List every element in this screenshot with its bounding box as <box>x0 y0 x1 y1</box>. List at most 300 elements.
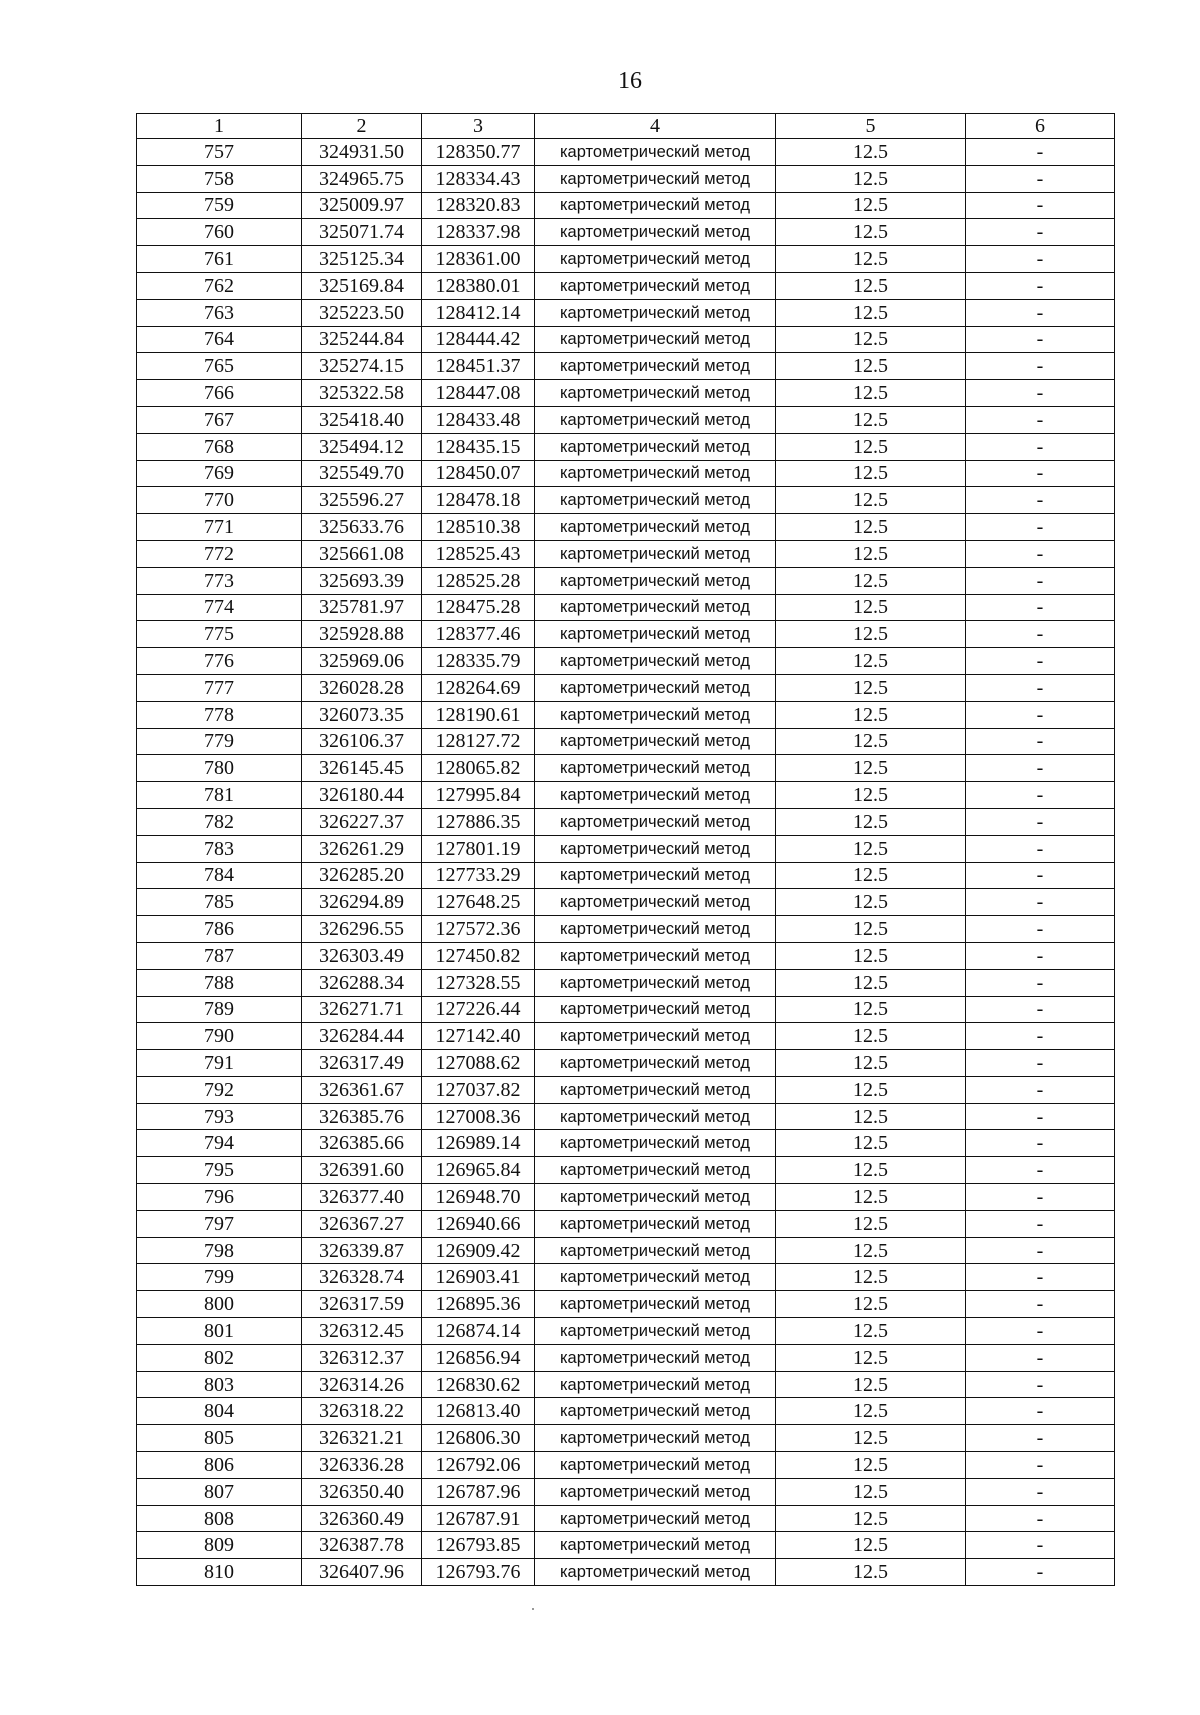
x-coordinate-cell: 326385.66 <box>302 1130 422 1157</box>
x-coordinate-cell: 326317.49 <box>302 1050 422 1077</box>
method-cell: картометрический метод <box>535 246 776 273</box>
note-cell: - <box>966 1237 1115 1264</box>
y-coordinate-cell: 126806.30 <box>422 1425 535 1452</box>
y-coordinate-cell: 128127.72 <box>422 728 535 755</box>
x-coordinate-cell: 325969.06 <box>302 648 422 675</box>
point-number-cell: 770 <box>137 487 302 514</box>
method-cell: картометрический метод <box>535 1210 776 1237</box>
accuracy-cell: 12.5 <box>776 406 966 433</box>
table-row <box>137 514 1115 541</box>
method-cell: картометрический метод <box>535 782 776 809</box>
method-cell: картометрический метод <box>535 835 776 862</box>
accuracy-cell: 12.5 <box>776 942 966 969</box>
y-coordinate-cell: 126793.76 <box>422 1559 535 1586</box>
point-number-cell: 780 <box>137 755 302 782</box>
y-coordinate-cell: 127450.82 <box>422 942 535 969</box>
point-number-cell: 759 <box>137 192 302 219</box>
y-coordinate-cell: 127142.40 <box>422 1023 535 1050</box>
table-row <box>137 1505 1115 1532</box>
x-coordinate-cell: 325596.27 <box>302 487 422 514</box>
y-coordinate-cell: 127328.55 <box>422 969 535 996</box>
note-cell: - <box>966 487 1115 514</box>
coordinates-table <box>136 113 1115 1586</box>
method-cell: картометрический метод <box>535 1344 776 1371</box>
y-coordinate-cell: 128412.14 <box>422 299 535 326</box>
note-cell: - <box>966 326 1115 353</box>
method-cell: картометрический метод <box>535 380 776 407</box>
method-cell: картометрический метод <box>535 487 776 514</box>
note-cell: - <box>966 1371 1115 1398</box>
method-cell: картометрический метод <box>535 165 776 192</box>
x-coordinate-cell: 325494.12 <box>302 433 422 460</box>
accuracy-cell: 12.5 <box>776 1344 966 1371</box>
table-row <box>137 1023 1115 1050</box>
note-cell: - <box>966 219 1115 246</box>
method-cell: картометрический метод <box>535 862 776 889</box>
note-cell: - <box>966 1130 1115 1157</box>
x-coordinate-cell: 326407.96 <box>302 1559 422 1586</box>
table-row <box>137 433 1115 460</box>
note-cell: - <box>966 460 1115 487</box>
y-coordinate-cell: 126787.96 <box>422 1478 535 1505</box>
y-coordinate-cell: 126787.91 <box>422 1505 535 1532</box>
accuracy-cell: 12.5 <box>776 460 966 487</box>
accuracy-cell: 12.5 <box>776 835 966 862</box>
note-cell: - <box>966 1478 1115 1505</box>
accuracy-cell: 12.5 <box>776 540 966 567</box>
note-cell: - <box>966 1505 1115 1532</box>
y-coordinate-cell: 128444.42 <box>422 326 535 353</box>
accuracy-cell: 12.5 <box>776 808 966 835</box>
accuracy-cell: 12.5 <box>776 1452 966 1479</box>
x-coordinate-cell: 326321.21 <box>302 1425 422 1452</box>
y-coordinate-cell: 126813.40 <box>422 1398 535 1425</box>
method-cell: картометрический метод <box>535 1130 776 1157</box>
note-cell: - <box>966 808 1115 835</box>
accuracy-cell: 12.5 <box>776 1103 966 1130</box>
point-number-cell: 803 <box>137 1371 302 1398</box>
point-number-cell: 793 <box>137 1103 302 1130</box>
x-coordinate-cell: 326350.40 <box>302 1478 422 1505</box>
x-coordinate-cell: 326385.76 <box>302 1103 422 1130</box>
table-row <box>137 1398 1115 1425</box>
table-row <box>137 1264 1115 1291</box>
y-coordinate-cell: 126830.62 <box>422 1371 535 1398</box>
accuracy-cell: 12.5 <box>776 1478 966 1505</box>
y-coordinate-cell: 127226.44 <box>422 996 535 1023</box>
y-coordinate-cell: 128447.08 <box>422 380 535 407</box>
note-cell: - <box>966 621 1115 648</box>
accuracy-cell: 12.5 <box>776 1559 966 1586</box>
table-row <box>137 1478 1115 1505</box>
accuracy-cell: 12.5 <box>776 219 966 246</box>
point-number-cell: 758 <box>137 165 302 192</box>
point-number-cell: 787 <box>137 942 302 969</box>
note-cell: - <box>966 1210 1115 1237</box>
method-cell: картометрический метод <box>535 996 776 1023</box>
table-row <box>137 996 1115 1023</box>
point-number-cell: 810 <box>137 1559 302 1586</box>
point-number-cell: 764 <box>137 326 302 353</box>
note-cell: - <box>966 514 1115 541</box>
point-number-cell: 796 <box>137 1184 302 1211</box>
table-row <box>137 1371 1115 1398</box>
accuracy-cell: 12.5 <box>776 1050 966 1077</box>
table-row <box>137 728 1115 755</box>
table-row <box>137 540 1115 567</box>
table-row <box>137 139 1115 166</box>
table-row <box>137 782 1115 809</box>
method-cell: картометрический метод <box>535 969 776 996</box>
method-cell: картометрический метод <box>535 1371 776 1398</box>
note-cell: - <box>966 1184 1115 1211</box>
point-number-cell: 799 <box>137 1264 302 1291</box>
table-row <box>137 1425 1115 1452</box>
y-coordinate-cell: 128450.07 <box>422 460 535 487</box>
table-row <box>137 1103 1115 1130</box>
method-cell: картометрический метод <box>535 1050 776 1077</box>
x-coordinate-cell: 326314.26 <box>302 1371 422 1398</box>
accuracy-cell: 12.5 <box>776 139 966 166</box>
x-coordinate-cell: 325244.84 <box>302 326 422 353</box>
point-number-cell: 778 <box>137 701 302 728</box>
y-coordinate-cell: 128334.43 <box>422 165 535 192</box>
x-coordinate-cell: 326367.27 <box>302 1210 422 1237</box>
accuracy-cell: 12.5 <box>776 165 966 192</box>
note-cell: - <box>966 567 1115 594</box>
note-cell: - <box>966 1398 1115 1425</box>
x-coordinate-cell: 325071.74 <box>302 219 422 246</box>
table-row <box>137 567 1115 594</box>
table-row <box>137 648 1115 675</box>
point-number-cell: 786 <box>137 916 302 943</box>
y-coordinate-cell: 128320.83 <box>422 192 535 219</box>
table-row <box>137 326 1115 353</box>
accuracy-cell: 12.5 <box>776 1318 966 1345</box>
x-coordinate-cell: 325928.88 <box>302 621 422 648</box>
note-cell: - <box>966 1076 1115 1103</box>
table-row <box>137 1559 1115 1586</box>
y-coordinate-cell: 128065.82 <box>422 755 535 782</box>
table-row <box>137 701 1115 728</box>
y-coordinate-cell: 127008.36 <box>422 1103 535 1130</box>
y-coordinate-cell: 126895.36 <box>422 1291 535 1318</box>
note-cell: - <box>966 1023 1115 1050</box>
point-number-cell: 807 <box>137 1478 302 1505</box>
method-cell: картометрический метод <box>535 808 776 835</box>
note-cell: - <box>966 755 1115 782</box>
table-row <box>137 1130 1115 1157</box>
table-row <box>137 272 1115 299</box>
note-cell: - <box>966 192 1115 219</box>
method-cell: картометрический метод <box>535 1076 776 1103</box>
column-header: 1 <box>137 114 302 139</box>
note-cell: - <box>966 1452 1115 1479</box>
table-row <box>137 1050 1115 1077</box>
point-number-cell: 784 <box>137 862 302 889</box>
x-coordinate-cell: 325633.76 <box>302 514 422 541</box>
method-cell: картометрический метод <box>535 1157 776 1184</box>
x-coordinate-cell: 326361.67 <box>302 1076 422 1103</box>
table-row <box>137 808 1115 835</box>
method-cell: картометрический метод <box>535 1505 776 1532</box>
accuracy-cell: 12.5 <box>776 1076 966 1103</box>
point-number-cell: 763 <box>137 299 302 326</box>
table-row <box>137 246 1115 273</box>
x-coordinate-cell: 326336.28 <box>302 1452 422 1479</box>
y-coordinate-cell: 128335.79 <box>422 648 535 675</box>
note-cell: - <box>966 1291 1115 1318</box>
note-cell: - <box>966 272 1115 299</box>
table-row <box>137 674 1115 701</box>
point-number-cell: 772 <box>137 540 302 567</box>
accuracy-cell: 12.5 <box>776 1291 966 1318</box>
y-coordinate-cell: 126989.14 <box>422 1130 535 1157</box>
method-cell: картометрический метод <box>535 567 776 594</box>
note-cell: - <box>966 996 1115 1023</box>
x-coordinate-cell: 325274.15 <box>302 353 422 380</box>
note-cell: - <box>966 862 1115 889</box>
point-number-cell: 791 <box>137 1050 302 1077</box>
table-row <box>137 299 1115 326</box>
method-cell: картометрический метод <box>535 219 776 246</box>
x-coordinate-cell: 325223.50 <box>302 299 422 326</box>
y-coordinate-cell: 128361.00 <box>422 246 535 273</box>
accuracy-cell: 12.5 <box>776 487 966 514</box>
method-cell: картометрический метод <box>535 514 776 541</box>
accuracy-cell: 12.5 <box>776 728 966 755</box>
x-coordinate-cell: 326296.55 <box>302 916 422 943</box>
point-number-cell: 760 <box>137 219 302 246</box>
table-row <box>137 1532 1115 1559</box>
method-cell: картометрический метод <box>535 1478 776 1505</box>
accuracy-cell: 12.5 <box>776 1023 966 1050</box>
table-row <box>137 487 1115 514</box>
y-coordinate-cell: 127995.84 <box>422 782 535 809</box>
x-coordinate-cell: 326387.78 <box>302 1532 422 1559</box>
accuracy-cell: 12.5 <box>776 1398 966 1425</box>
x-coordinate-cell: 326328.74 <box>302 1264 422 1291</box>
table-row <box>137 1157 1115 1184</box>
method-cell: картометрический метод <box>535 353 776 380</box>
point-number-cell: 769 <box>137 460 302 487</box>
accuracy-cell: 12.5 <box>776 299 966 326</box>
y-coordinate-cell: 128337.98 <box>422 219 535 246</box>
column-header: 4 <box>535 114 776 139</box>
x-coordinate-cell: 326271.71 <box>302 996 422 1023</box>
table-row <box>137 755 1115 782</box>
method-cell: картометрический метод <box>535 1291 776 1318</box>
point-number-cell: 805 <box>137 1425 302 1452</box>
point-number-cell: 798 <box>137 1237 302 1264</box>
method-cell: картометрический метод <box>535 755 776 782</box>
y-coordinate-cell: 128478.18 <box>422 487 535 514</box>
y-coordinate-cell: 127801.19 <box>422 835 535 862</box>
point-number-cell: 783 <box>137 835 302 862</box>
point-number-cell: 808 <box>137 1505 302 1532</box>
table-row <box>137 916 1115 943</box>
accuracy-cell: 12.5 <box>776 326 966 353</box>
point-number-cell: 785 <box>137 889 302 916</box>
note-cell: - <box>966 1050 1115 1077</box>
note-cell: - <box>966 648 1115 675</box>
y-coordinate-cell: 126965.84 <box>422 1157 535 1184</box>
point-number-cell: 767 <box>137 406 302 433</box>
note-cell: - <box>966 540 1115 567</box>
point-number-cell: 766 <box>137 380 302 407</box>
note-cell: - <box>966 1103 1115 1130</box>
x-coordinate-cell: 326360.49 <box>302 1505 422 1532</box>
table-row <box>137 621 1115 648</box>
table-row <box>137 380 1115 407</box>
method-cell: картометрический метод <box>535 1398 776 1425</box>
x-coordinate-cell: 326106.37 <box>302 728 422 755</box>
x-coordinate-cell: 325661.08 <box>302 540 422 567</box>
method-cell: картометрический метод <box>535 889 776 916</box>
table-row <box>137 1076 1115 1103</box>
x-coordinate-cell: 326288.34 <box>302 969 422 996</box>
note-cell: - <box>966 969 1115 996</box>
table-row <box>137 942 1115 969</box>
note-cell: - <box>966 942 1115 969</box>
method-cell: картометрический метод <box>535 1103 776 1130</box>
note-cell: - <box>966 728 1115 755</box>
accuracy-cell: 12.5 <box>776 567 966 594</box>
method-cell: картометрический метод <box>535 192 776 219</box>
point-number-cell: 795 <box>137 1157 302 1184</box>
point-number-cell: 761 <box>137 246 302 273</box>
x-coordinate-cell: 326312.37 <box>302 1344 422 1371</box>
method-cell: картометрический метод <box>535 674 776 701</box>
x-coordinate-cell: 326391.60 <box>302 1157 422 1184</box>
x-coordinate-cell: 326073.35 <box>302 701 422 728</box>
table-row <box>137 1184 1115 1211</box>
accuracy-cell: 12.5 <box>776 594 966 621</box>
note-cell: - <box>966 380 1115 407</box>
point-number-cell: 776 <box>137 648 302 675</box>
method-cell: картометрический метод <box>535 1237 776 1264</box>
x-coordinate-cell: 326318.22 <box>302 1398 422 1425</box>
y-coordinate-cell: 127733.29 <box>422 862 535 889</box>
x-coordinate-cell: 325693.39 <box>302 567 422 594</box>
x-coordinate-cell: 326377.40 <box>302 1184 422 1211</box>
y-coordinate-cell: 128190.61 <box>422 701 535 728</box>
note-cell: - <box>966 701 1115 728</box>
accuracy-cell: 12.5 <box>776 862 966 889</box>
note-cell: - <box>966 782 1115 809</box>
table-row <box>137 165 1115 192</box>
point-number-cell: 771 <box>137 514 302 541</box>
y-coordinate-cell: 126948.70 <box>422 1184 535 1211</box>
method-cell: картометрический метод <box>535 594 776 621</box>
note-cell: - <box>966 406 1115 433</box>
y-coordinate-cell: 128525.28 <box>422 567 535 594</box>
y-coordinate-cell: 126903.41 <box>422 1264 535 1291</box>
y-coordinate-cell: 128264.69 <box>422 674 535 701</box>
note-cell: - <box>966 1157 1115 1184</box>
point-number-cell: 804 <box>137 1398 302 1425</box>
header-row <box>137 114 1115 139</box>
y-coordinate-cell: 128451.37 <box>422 353 535 380</box>
table-row <box>137 1318 1115 1345</box>
accuracy-cell: 12.5 <box>776 889 966 916</box>
method-cell: картометрический метод <box>535 942 776 969</box>
table-header <box>137 114 1115 139</box>
x-coordinate-cell: 326317.59 <box>302 1291 422 1318</box>
x-coordinate-cell: 326284.44 <box>302 1023 422 1050</box>
accuracy-cell: 12.5 <box>776 621 966 648</box>
point-number-cell: 790 <box>137 1023 302 1050</box>
column-header: 3 <box>422 114 535 139</box>
point-number-cell: 773 <box>137 567 302 594</box>
x-coordinate-cell: 325169.84 <box>302 272 422 299</box>
accuracy-cell: 12.5 <box>776 1371 966 1398</box>
accuracy-cell: 12.5 <box>776 433 966 460</box>
method-cell: картометрический метод <box>535 1425 776 1452</box>
method-cell: картометрический метод <box>535 1264 776 1291</box>
method-cell: картометрический метод <box>535 272 776 299</box>
method-cell: картометрический метод <box>535 648 776 675</box>
table-row <box>137 1452 1115 1479</box>
note-cell: - <box>966 165 1115 192</box>
accuracy-cell: 12.5 <box>776 1157 966 1184</box>
method-cell: картометрический метод <box>535 701 776 728</box>
table-row <box>137 353 1115 380</box>
y-coordinate-cell: 126940.66 <box>422 1210 535 1237</box>
accuracy-cell: 12.5 <box>776 353 966 380</box>
accuracy-cell: 12.5 <box>776 1237 966 1264</box>
note-cell: - <box>966 1344 1115 1371</box>
point-number-cell: 802 <box>137 1344 302 1371</box>
accuracy-cell: 12.5 <box>776 1425 966 1452</box>
table-row <box>137 594 1115 621</box>
x-coordinate-cell: 325009.97 <box>302 192 422 219</box>
accuracy-cell: 12.5 <box>776 1264 966 1291</box>
column-header: 2 <box>302 114 422 139</box>
y-coordinate-cell: 127648.25 <box>422 889 535 916</box>
note-cell: - <box>966 916 1115 943</box>
note-cell: - <box>966 1425 1115 1452</box>
accuracy-cell: 12.5 <box>776 755 966 782</box>
x-coordinate-cell: 324931.50 <box>302 139 422 166</box>
accuracy-cell: 12.5 <box>776 192 966 219</box>
accuracy-cell: 12.5 <box>776 514 966 541</box>
y-coordinate-cell: 127088.62 <box>422 1050 535 1077</box>
note-cell: - <box>966 433 1115 460</box>
table-body <box>137 139 1115 1586</box>
x-coordinate-cell: 325549.70 <box>302 460 422 487</box>
point-number-cell: 762 <box>137 272 302 299</box>
y-coordinate-cell: 127037.82 <box>422 1076 535 1103</box>
accuracy-cell: 12.5 <box>776 1210 966 1237</box>
accuracy-cell: 12.5 <box>776 916 966 943</box>
table-row <box>137 1237 1115 1264</box>
point-number-cell: 788 <box>137 969 302 996</box>
table-row <box>137 969 1115 996</box>
y-coordinate-cell: 126874.14 <box>422 1318 535 1345</box>
x-coordinate-cell: 325418.40 <box>302 406 422 433</box>
table-row <box>137 1291 1115 1318</box>
x-coordinate-cell: 326312.45 <box>302 1318 422 1345</box>
method-cell: картометрический метод <box>535 299 776 326</box>
y-coordinate-cell: 128377.46 <box>422 621 535 648</box>
point-number-cell: 781 <box>137 782 302 809</box>
table-row <box>137 219 1115 246</box>
note-cell: - <box>966 1318 1115 1345</box>
table-row <box>137 1210 1115 1237</box>
accuracy-cell: 12.5 <box>776 1184 966 1211</box>
point-number-cell: 768 <box>137 433 302 460</box>
